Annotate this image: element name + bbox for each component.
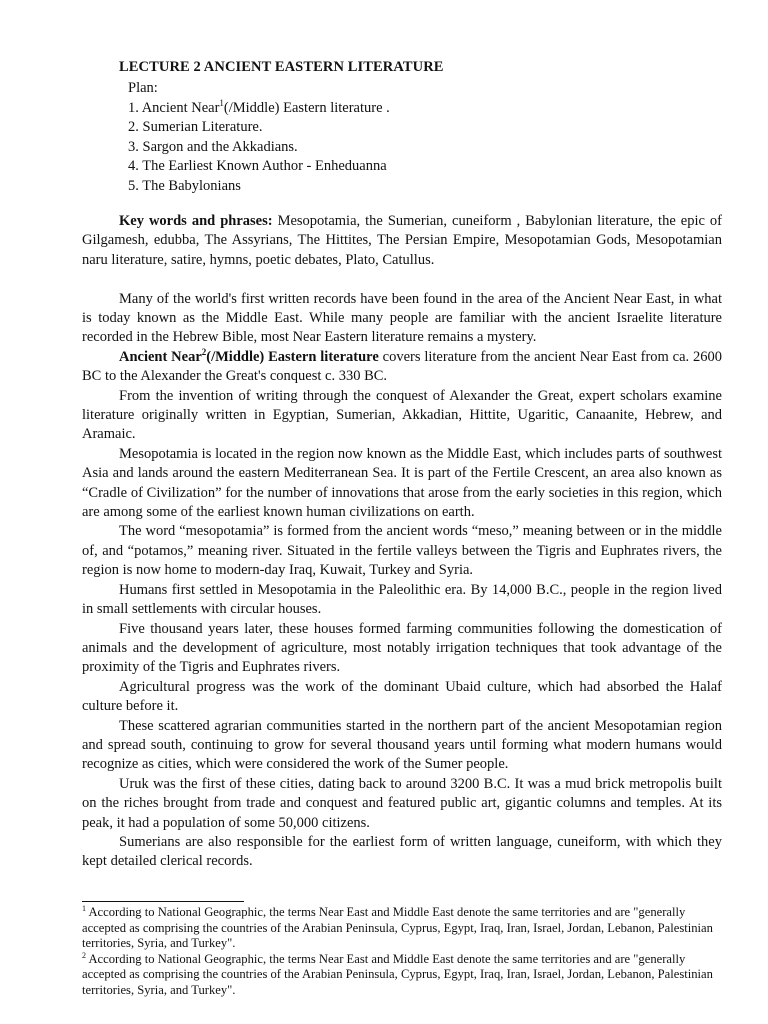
keywords-text: Mesopotamia, the Sumerian, cuneiform , Babylonian literature, the epic of Gilgamesh, edubba, The Assyrians, The Hittites, The Persian Empire, Mesopotamian Gods, Mesopotamian naru literature, satire, hymns, poetic debates, Plato, Catullus. <box>82 213 722 268</box>
body-paragraph: From the invention of writing through the conquest of Alexander the Great, expert scholars examine literature originally written in Egyptian, Sumerian, Akkadian, Hittite, Ugaritic, Canaanite, Hebrew, and Aramaic. <box>82 387 722 443</box>
footnote-ref-2[interactable]: 2 <box>201 347 207 357</box>
body-paragraph: Humans first settled in Mesopotamia in the Paleolithic era. By 14,000 B.C., people in the region lived in small settlements with circular houses. <box>82 581 722 618</box>
term-bold: (/Middle) Eastern literature <box>206 348 379 365</box>
plan-item-text: (/Middle) Eastern literature . <box>223 99 390 116</box>
body-paragraph: The word “mesopotamia” is formed from the ancient words “meso,” meaning between or in the middle of, and “potamos,” meaning river. Situated in the fertile valleys between the Tigris and Euphrates rivers, the region is now home to modern-day Iraq, Kuwait, Turkey and Syria. <box>82 523 722 579</box>
keywords-paragraph <box>82 212 722 270</box>
plan-item: 5. The Babylonians <box>128 177 241 194</box>
body-paragraph: Sumerians are also responsible for the earliest form of written language, cuneiform, with which they kept detailed clerical records. <box>82 833 722 870</box>
footnote-mark: 1 <box>82 903 86 913</box>
body-paragraph: Uruk was the first of these cities, dating back to around 3200 B.C. It was a mud brick metropolis built on the riches brought from trade and conquest and featured public art, gigantic columns and temples. At its peak, it had a population of some 50,000 citizens. <box>82 775 722 831</box>
body-paragraph: These scattered agrarian communities started in the northern part of the ancient Mesopotamian region and spread south, continuing to grow for several thousand years until forming what modern humans would recognize as cities, which were considered the work of the Sumer people. <box>82 717 722 773</box>
body-paragraph: Agricultural progress was the work of the dominant Ubaid culture, which had absorbed the Halaf culture before it. <box>82 678 722 715</box>
footnotes <box>82 905 722 999</box>
plan-item: 4. The Earliest Known Author - Enheduanna <box>128 158 387 174</box>
body-paragraph: Five thousand years later, these houses formed farming communities following the domestication of animals and the development of agriculture, most notably irrigation techniques that took advantage of the proximity of the Tigris and Euphrates rivers. <box>82 620 722 676</box>
plan-item <box>128 99 390 119</box>
body-paragraph: Mesopotamia is located in the region now known as the Middle East, which includes parts of southwest Asia and lands around the eastern Mediterranean Sea. It is part of the Fertile Crescent, an area also known as “Cradle of Civilization” for the number of innovations that arose from the early societies in this region, which are among some of the earliest known human civilizations on earth. <box>82 445 722 521</box>
footnote-ref-1[interactable]: 1 <box>219 97 224 108</box>
paragraph-text: covers literature from the ancient Near East from ca. 2600 BC to the Alexander the Great's conquest c. 330 BC. <box>82 348 722 385</box>
footnote-text: According to National Geographic, the terms Near East and Middle East denote the same territories and are "generally accepted as comprising the countries of the Arabian Peninsula, Cyprus, Egypt, Iraq, Iran, Israel, Jordan, Lebanon, Palestinian territories, Syria, and Turkey". <box>82 905 713 951</box>
plan-item: 2. Sumerian Literature. <box>128 119 263 135</box>
body-paragraph: Many of the world's first written records have been found in the area of the Ancient Near East, in what is today known as the Middle East. While many people are familiar with the ancient Israelite literature recorded in the Hebrew Bible, most Near Eastern literature remains a mystery. <box>82 290 722 346</box>
plan-item-text: 1. Ancient Near <box>128 99 220 116</box>
footnote-separator <box>82 901 244 902</box>
body-paragraph <box>82 348 722 387</box>
footnote-2 <box>82 952 722 999</box>
keywords-label: Key words and phrases: <box>119 213 273 229</box>
footnote-mark: 2 <box>82 950 86 960</box>
footnote-1 <box>82 905 722 952</box>
lecture-heading: LECTURE 2 ANCIENT EASTERN LITERATURE <box>119 59 444 75</box>
document-body <box>82 212 722 872</box>
lecture-plan <box>128 79 390 196</box>
footnote-text: According to National Geographic, the terms Near East and Middle East denote the same territories and are "generally accepted as comprising the countries of the Arabian Peninsula, Cyprus, Egypt, Iraq, Iran, Israel, Jordan, Lebanon, Palestinian territories, Syria, and Turkey". <box>82 951 713 997</box>
term-bold: Ancient Near <box>119 348 202 365</box>
plan-label: Plan: <box>128 80 158 96</box>
plan-item: 3. Sargon and the Akkadians. <box>128 138 298 155</box>
